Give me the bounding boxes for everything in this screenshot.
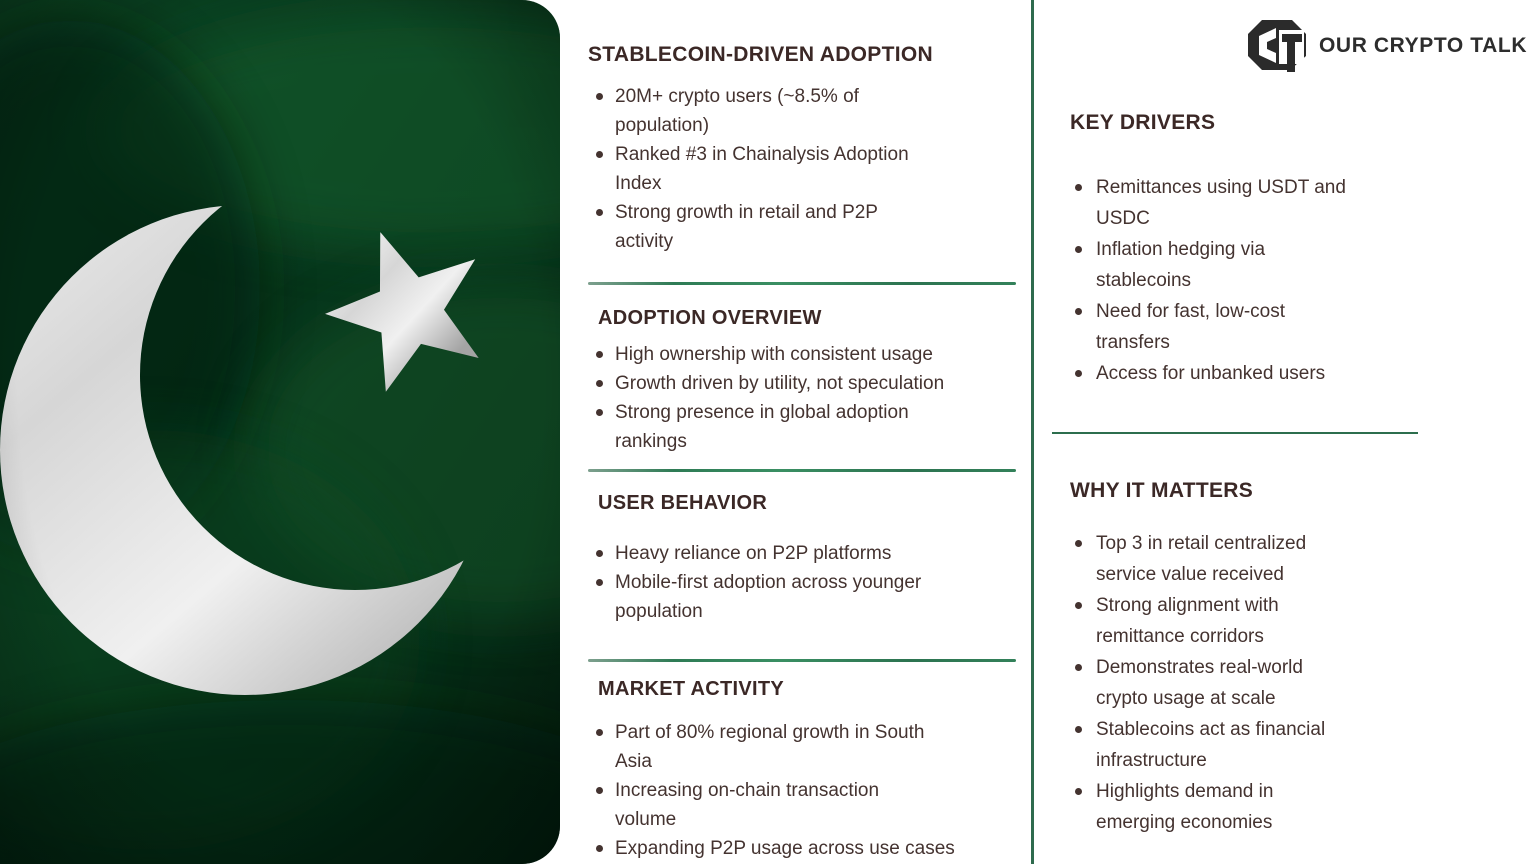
bullet-line: 20M+ crypto users (~8.5% of	[615, 86, 859, 107]
brand-name: OUR CRYPTO TALK	[1319, 34, 1528, 57]
bullet-item	[1052, 714, 1418, 776]
bullet-item	[1052, 652, 1418, 714]
section-title: KEY DRIVERS	[1070, 111, 1216, 134]
bullet-line: Strong alignment with	[1096, 595, 1279, 616]
section-title: WHY IT MATTERS	[1070, 479, 1254, 502]
bullet-line: Expanding P2P usage across use cases	[615, 838, 955, 859]
bullet-line: Mobile-first adoption across younger	[615, 572, 922, 593]
bullet-item	[588, 198, 1016, 256]
pakistan-flag-image	[0, 0, 560, 864]
middle-column	[588, 0, 1016, 864]
bullet-list	[1052, 528, 1418, 838]
bullet-item	[588, 369, 1016, 398]
bullet-line: Highlights demand in	[1096, 781, 1274, 802]
bullet-list	[588, 718, 1016, 863]
right-column	[1052, 0, 1418, 838]
bullet-item	[588, 568, 1016, 626]
bullet-list	[588, 539, 1016, 626]
bullet-item	[588, 340, 1016, 369]
bullet-line: High ownership with consistent usage	[615, 344, 933, 365]
bullet-item	[1052, 590, 1418, 652]
section-title: USER BEHAVIOR	[598, 492, 768, 514]
bullet-item	[588, 398, 1016, 456]
bullet-line: rankings	[615, 431, 687, 452]
bullet-line: Index	[615, 173, 662, 194]
bullet-line: crypto usage at scale	[1096, 688, 1276, 709]
bullet-line: Need for fast, low-cost	[1096, 301, 1286, 322]
bullet-item	[588, 140, 1016, 198]
bullet-line: Remittances using USDT and	[1096, 177, 1346, 198]
section-why-it-matters	[1052, 434, 1418, 838]
bullet-line: Demonstrates real-world	[1096, 657, 1303, 678]
bullet-item	[1052, 296, 1418, 358]
section-title: STABLECOIN-DRIVEN ADOPTION	[588, 43, 933, 66]
bullet-line: service value received	[1096, 564, 1284, 585]
bullet-item	[588, 539, 1016, 568]
section-title: MARKET ACTIVITY	[598, 678, 784, 700]
brand-logo	[1246, 18, 1527, 74]
bullet-line: population)	[615, 115, 710, 136]
vertical-divider-line	[1031, 0, 1034, 864]
bullet-line: Top 3 in retail centralized	[1096, 533, 1307, 554]
bullet-list	[588, 82, 1016, 256]
bullet-item	[588, 718, 1016, 776]
bullet-list	[1052, 172, 1418, 389]
bullet-line: Strong presence in global adoption	[615, 402, 909, 423]
bullet-line: Ranked #3 in Chainalysis Adoption	[615, 144, 909, 165]
bullet-item	[1052, 776, 1418, 838]
section-title: ADOPTION OVERVIEW	[598, 307, 822, 329]
hexagon-ct-logo-icon	[1246, 18, 1308, 74]
bullet-line: volume	[615, 809, 677, 830]
section-adoption-overview	[588, 285, 1016, 472]
bullet-item	[588, 776, 1016, 834]
bullet-line: Access for unbanked users	[1096, 363, 1326, 384]
bullet-line: Inflation hedging via	[1096, 239, 1266, 260]
bullet-line: Strong growth in retail and P2P	[615, 202, 878, 223]
bullet-item	[1052, 234, 1418, 296]
bullet-line: Asia	[615, 751, 652, 772]
pakistan-flag-graphic	[0, 0, 560, 864]
bullet-line: transfers	[1096, 332, 1170, 353]
bullet-item	[1052, 172, 1418, 234]
bullet-item	[588, 82, 1016, 140]
bullet-line: infrastructure	[1096, 750, 1207, 771]
section-stablecoin-driven-adoption	[588, 0, 1016, 285]
bullet-line: USDC	[1096, 208, 1150, 229]
bullet-line: emerging economies	[1096, 812, 1273, 833]
bullet-line: population	[615, 601, 703, 622]
bullet-line: stablecoins	[1096, 270, 1192, 291]
bullet-item	[588, 834, 1016, 863]
section-market-activity	[588, 662, 1016, 864]
bullet-line: Part of 80% regional growth in South	[615, 722, 925, 743]
bullet-list	[588, 340, 1016, 456]
section-user-behavior	[588, 472, 1016, 662]
bullet-line: Heavy reliance on P2P platforms	[615, 543, 892, 564]
bullet-line: remittance corridors	[1096, 626, 1264, 647]
bullet-line: Increasing on-chain transaction	[615, 780, 880, 801]
bullet-line: activity	[615, 231, 674, 252]
bullet-line: Growth driven by utility, not speculation	[615, 373, 945, 394]
bullet-line: Stablecoins act as financial	[1096, 719, 1326, 740]
bullet-item	[1052, 528, 1418, 590]
bullet-item	[1052, 358, 1418, 389]
